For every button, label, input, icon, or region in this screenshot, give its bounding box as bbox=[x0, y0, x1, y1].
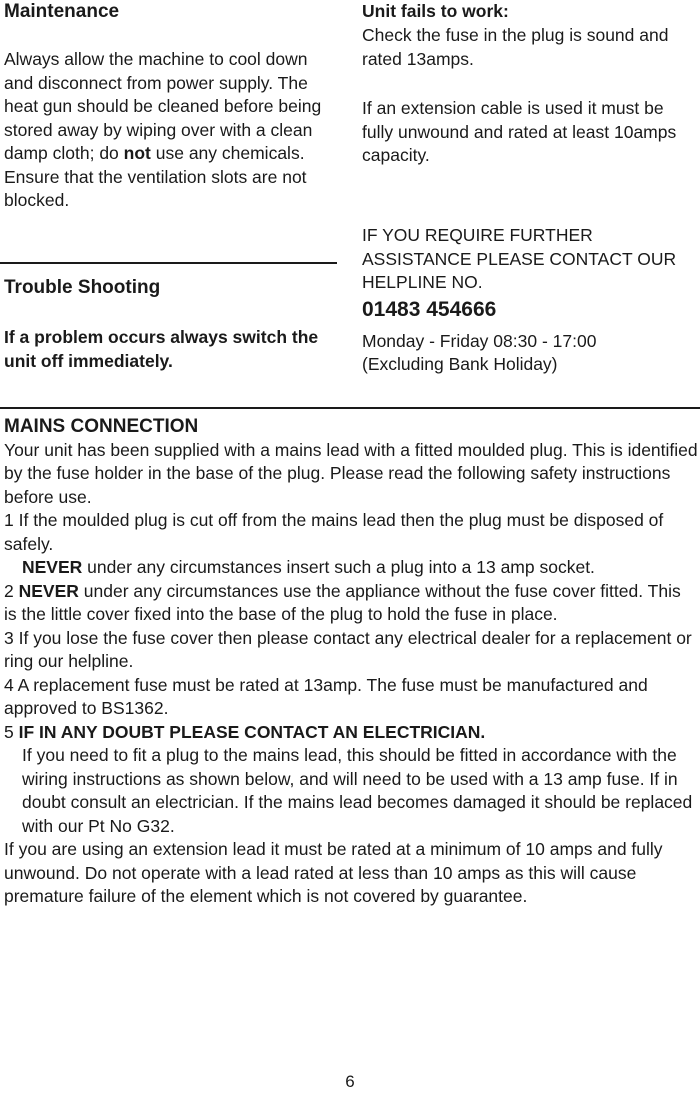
trouble-shooting-warning: If a problem occurs always switch the unit off immediately. bbox=[4, 327, 319, 371]
item-text: A replacement fuse must be rated at 13amp. The fuse must be manufactured and approved to BS1362. bbox=[4, 674, 648, 718]
mains-item-5-detail: If you need to fit a plug to the mains lead, this should be fitted in accordance with the wiring instructions as shown below, and will need to be used with a 13 amp fuse. If in doubt consult an electrician. If the mains lead becomes damaged it should be replaced with our Pt No G32. bbox=[22, 745, 693, 836]
mains-heading: MAINS CONNECTION bbox=[4, 416, 199, 437]
item-number: 5 bbox=[4, 721, 14, 742]
section-divider-left bbox=[0, 262, 337, 264]
helpline-number: 01483 454666 bbox=[362, 298, 497, 321]
page-number: 6 bbox=[345, 1072, 355, 1091]
helpline-note: (Excluding Bank Holiday) bbox=[362, 354, 558, 374]
maintenance-text-b: use any chemicals. Ensure that the ventilation slots are not blocked. bbox=[4, 143, 307, 210]
item-text: If the moulded plug is cut off from the mains lead then the plug must be disposed of safely. bbox=[4, 510, 664, 554]
item-number: 4 bbox=[4, 674, 14, 695]
mains-item-1-never bbox=[4, 556, 698, 580]
trouble-shooting-heading: Trouble Shooting bbox=[4, 277, 161, 298]
item-number: 1 bbox=[4, 510, 14, 530]
section-divider-full bbox=[0, 407, 700, 409]
item-number: 3 bbox=[4, 627, 14, 648]
never-bold: NEVER bbox=[22, 557, 83, 577]
mains-item-2 bbox=[4, 580, 698, 627]
maintenance-text-a: Always allow the machine to cool down and disconnect from power supply. The heat gun should be cleaned before being stored away by wiping over with a clean damp cloth; do bbox=[4, 49, 322, 163]
never-bold: NEVER bbox=[18, 580, 79, 601]
electrician-warning: IF IN ANY DOUBT PLEASE CONTACT AN ELECTRICIAN. bbox=[18, 721, 486, 742]
mains-item-5 bbox=[4, 721, 698, 745]
unit-fails-fuse-check: Check the fuse in the plug is sound and rated 13amps. bbox=[362, 25, 669, 69]
item-number: 2 bbox=[4, 580, 14, 601]
maintenance-body bbox=[4, 48, 334, 213]
maintenance-heading: Maintenance bbox=[4, 1, 120, 22]
item-text: If you lose the fuse cover then please contact any electrical dealer for a replacement or ring our helpline. bbox=[4, 627, 692, 671]
unit-fails-extension-cable: If an extension cable is used it must be fully unwound and rated at least 10amps capacity. bbox=[362, 98, 677, 165]
unit-fails-heading: Unit fails to work: bbox=[362, 1, 509, 21]
mains-item-3 bbox=[4, 627, 698, 674]
mains-item-4 bbox=[4, 674, 698, 721]
item-text: under any circumstances insert such a plug into a 13 amp socket. bbox=[82, 557, 595, 577]
mains-connection-section bbox=[4, 415, 698, 909]
mains-item-1 bbox=[4, 509, 698, 556]
helpline-text: IF YOU REQUIRE FURTHER ASSISTANCE PLEASE CONTACT OUR HELPLINE NO. bbox=[362, 225, 677, 292]
mains-intro: Your unit has been supplied with a mains lead with a fitted moulded plug. This is identified by the fuse holder in the base of the plug. Please read the following safety instructions before use. bbox=[4, 439, 698, 507]
maintenance-text-bold: not bbox=[123, 143, 151, 163]
mains-closing: If you are using an extension lead it must be rated at a minimum of 10 amps and fully unwound. Do not operate with a lead rated at less than 10 amps as this will cause premature failure of the element which is not covered by guarantee. bbox=[4, 839, 663, 906]
item-text: under any circumstances use the appliance without the fuse cover fitted. This is the little cover fixed into the base of the plug to hold the fuse in place. bbox=[4, 580, 681, 624]
helpline-hours: Monday - Friday 08:30 - 17:00 bbox=[362, 331, 597, 351]
